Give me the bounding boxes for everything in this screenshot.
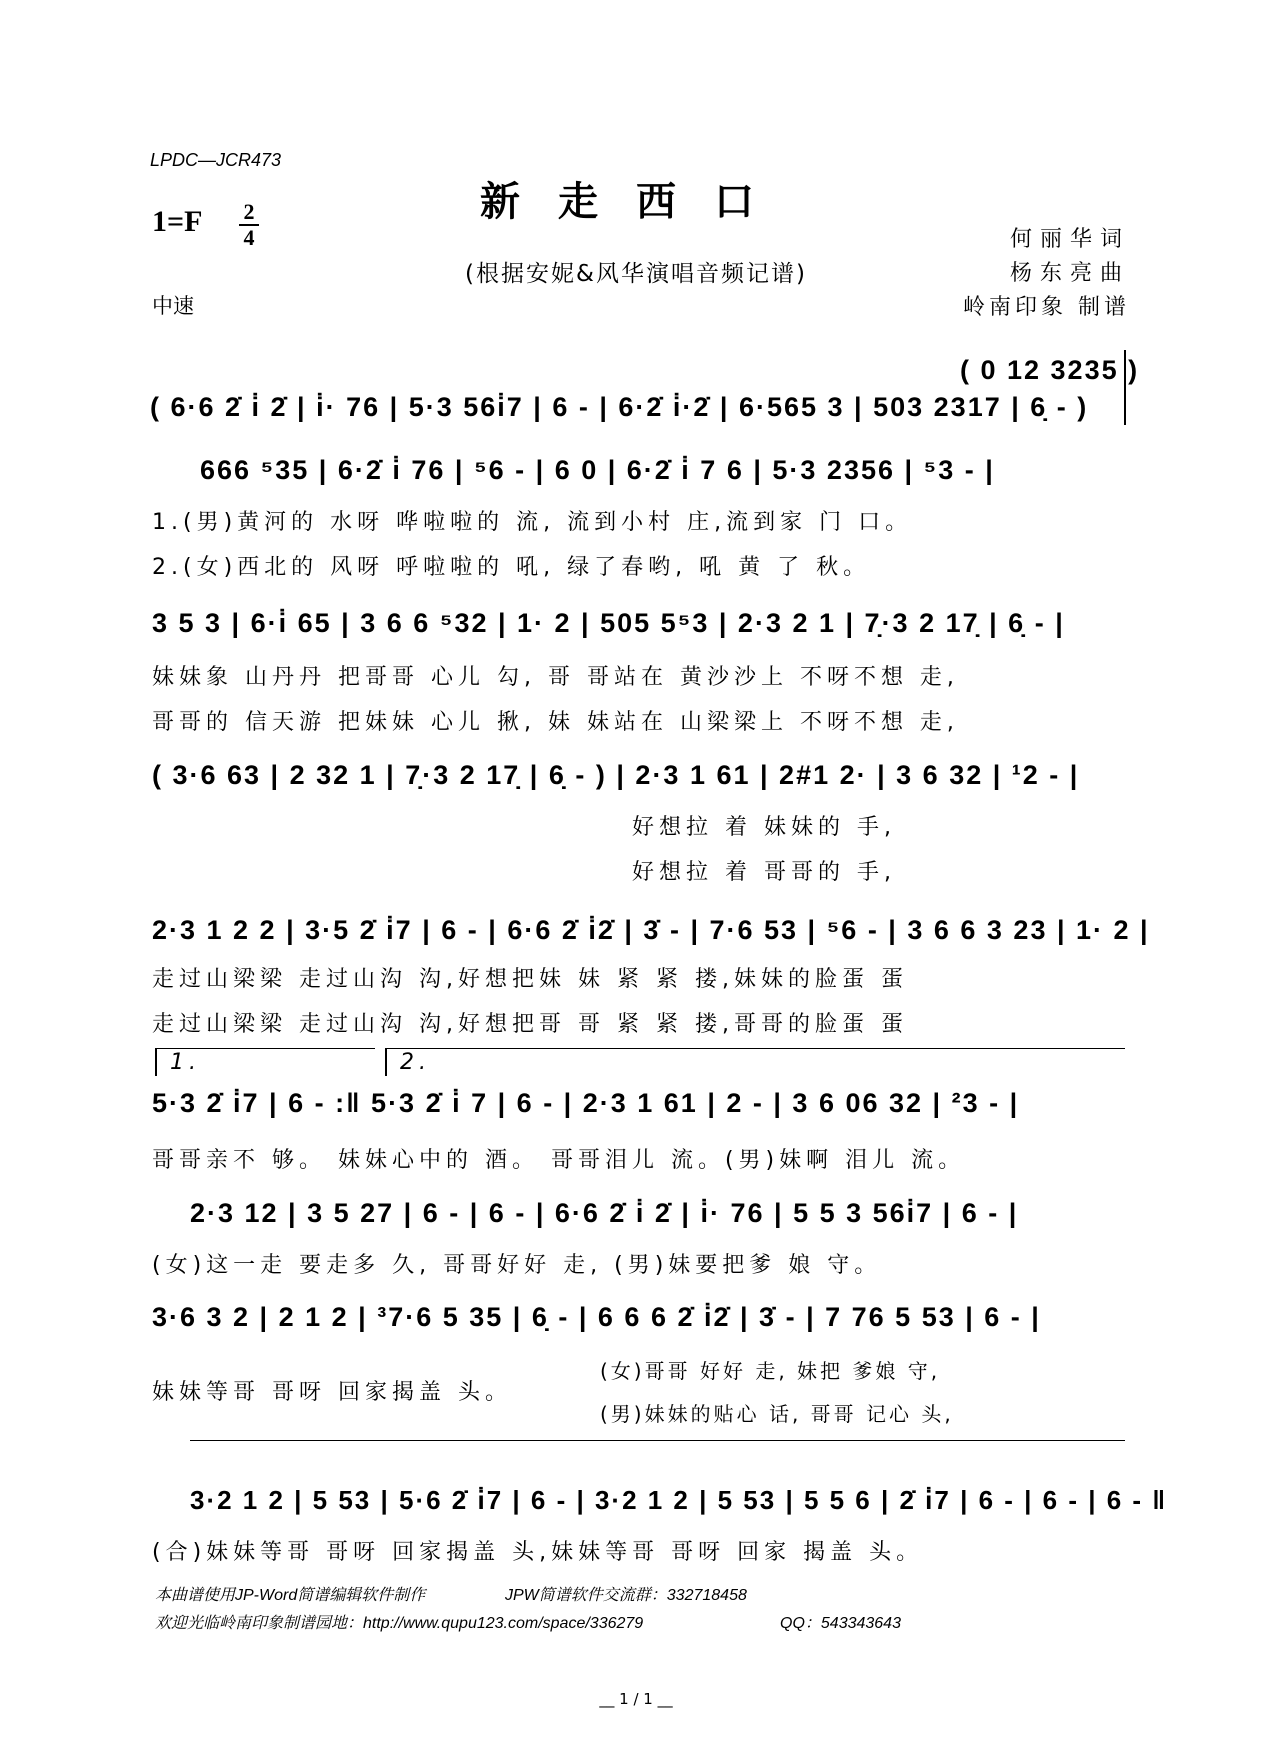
lyric-line: 哥哥的 信天游 把妹妹 心儿 揪, 妹 妹站在 山梁梁上 不呀不想 走, [152, 710, 959, 735]
notation-line: 5·3 2̇ i̇7 | 6 - :‖ 5·3 2̇ i̇ 7 | 6 - | 2·3 1 61 | 2 - | 3 6 06 32 | ²3 - | [152, 1088, 1020, 1118]
meter-bottom: 4 [243, 225, 255, 250]
volta-1-label: 1. [170, 1050, 201, 1075]
key-signature: 1=F [152, 205, 203, 238]
lyric-line-male: (男)妹妹的贴心 话, 哥哥 记心 头, [600, 1402, 954, 1426]
notation-line: ( 3·6 63 | 2 32 1 | 7̣·3 2 17̣ | 6̣ - ) | 2·3 1 61 | 2#1 2· | 3 6 32 | ¹2 - | [152, 760, 1080, 790]
lyric-line: 妹妹等哥 哥呀 回家揭盖 头。 [152, 1380, 512, 1405]
lyric-line: 2.(女)西北的 风呀 呼啦啦的 吼, 绿了春哟, 吼 黄 了 秋。 [152, 555, 871, 580]
volta-bracket-1 [155, 1048, 375, 1049]
volta-bracket-2-edge [385, 1048, 387, 1076]
meter-top: 2 [243, 199, 255, 224]
notation-line: 666 ⁵35 | 6·2̇ i̇ 76 | ⁵6 - | 6 0 | 6·2̇ i̇ 7 6 | 5·3 2356 | ⁵3 - | [200, 455, 995, 485]
notation-line: 2·3 1 2 2 | 3·5 2̇ i̇7 | 6 - | 6·6 2̇ i̇2̇ | 3̇ - | 7·6 53 | ⁵6 - | 3 6 6 3 23 | 1· 2 | [152, 915, 1150, 945]
lyricist-credit: 何丽华词 [1009, 227, 1130, 252]
footer-qq: QQ：543343643 [780, 1615, 901, 1632]
notation-line: ( 6·6 2̇ i̇ 2̇ | i̇· 76 | 5·3 56i̇7 | 6 - | 6·2̇ i̇·2̇ | 6·565 3 | 503 2317 | 6̣ - ) [150, 392, 1089, 422]
page-number: __ 1 / 1 __ [599, 1690, 673, 1708]
time-signature [236, 200, 262, 250]
page-title: 新走西口 [480, 178, 792, 225]
notation-line: 3·2 1 2 | 5 53 | 5·6 2̇ i̇7 | 6 - | 3·2 1 2 | 5 53 | 5 5 6 | 2̇ i̇7 | 6 - | 6 - | 6 - ‖ [190, 1485, 1168, 1515]
score-code: LPDC—JCR473 [150, 150, 282, 170]
lyric-line: 哥哥亲不 够。 妹妹心中的 酒。 哥哥泪儿 流。(男)妹啊 泪儿 流。 [152, 1148, 966, 1173]
lyric-line-female: (女)哥哥 好好 走, 妹把 爹娘 守, [600, 1359, 941, 1383]
footer-software-note: 本曲谱使用JP-Word简谱编辑软件制作 [155, 1587, 426, 1604]
volta-2-label: 2. [400, 1050, 431, 1075]
barline [1124, 350, 1126, 425]
footer-group-note: JPW简谱软件交流群：332718458 [505, 1587, 747, 1604]
notation-line: 3 5 3 | 6·i̇ 65 | 3 6 6 ⁵32 | 1· 2 | 505 5⁵3 | 2·3 2 1 | 7̣·3 2 17̣ | 6̣ - | [152, 608, 1065, 638]
notation-line: 3·6 3 2 | 2 1 2 | ³7·6 5 35 | 6̣ - | 6 6 6 2̇ i̇2̇ | 3̇ - | 7 76 5 53 | 6 - | [152, 1302, 1041, 1332]
notation-line: ( 0 12 3235 ) [960, 355, 1140, 385]
composer-credit: 杨东亮曲 [1009, 261, 1130, 286]
volta-bracket-1-edge [155, 1048, 157, 1076]
lyric-line: 1.(男)黄河的 水呀 哗啦啦的 流, 流到小村 庄,流到家 门 口。 [152, 510, 913, 535]
lyric-line: 妹妹象 山丹丹 把哥哥 心儿 勾, 哥 哥站在 黄沙沙上 不呀不想 走, [152, 665, 959, 690]
tempo-marking: 中速 [152, 294, 194, 318]
lyric-line: (女)这一走 要走多 久, 哥哥好好 走, (男)妹要把爹 娘 守。 [152, 1253, 882, 1278]
footer-website-link[interactable]: 欢迎光临岭南印象制谱园地：http://www.qupu123.com/space/336279 [155, 1615, 644, 1632]
volta-bracket-2 [385, 1048, 1125, 1049]
system-top-rule [190, 1440, 1125, 1441]
lyric-line: 好想拉 着 哥哥的 手, [632, 860, 896, 885]
lyric-line: 走过山梁梁 走过山沟 沟,好想把妹 妹 紧 紧 搂,妹妹的脸蛋 蛋 [152, 967, 908, 992]
arranger-credit: 岭南印象 制谱 [963, 295, 1130, 320]
lyric-line: 好想拉 着 妹妹的 手, [632, 815, 896, 840]
lyric-line: 走过山梁梁 走过山沟 沟,好想把哥 哥 紧 紧 搂,哥哥的脸蛋 蛋 [152, 1012, 908, 1037]
notation-line: 2·3 12 | 3 5 27 | 6 - | 6 - | 6·6 2̇ i̇ 2̇ | i̇· 76 | 5 5 3 56i̇7 | 6 - | [190, 1198, 1019, 1228]
lyric-line: (合)妹妹等哥 哥呀 回家揭盖 头,妹妹等哥 哥呀 回家 揭盖 头。 [152, 1540, 924, 1565]
subtitle: (根据安妮&风华演唱音频记谱) [465, 261, 807, 287]
